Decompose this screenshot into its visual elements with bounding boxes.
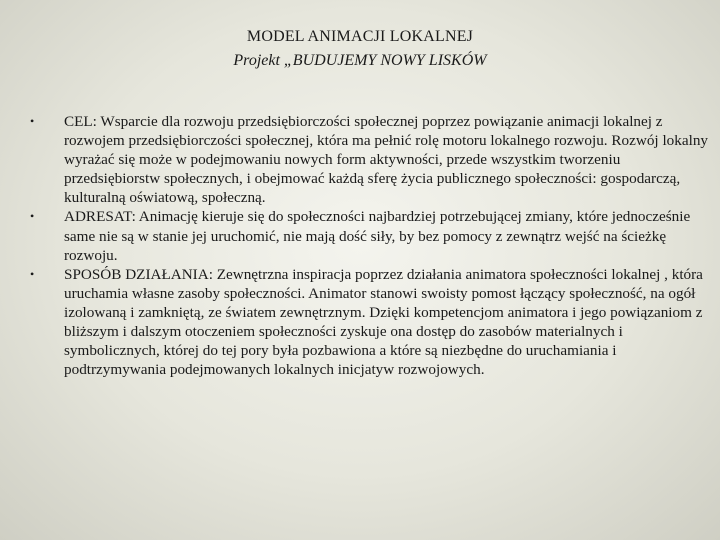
bullet-item-adresat [30, 207, 710, 264]
bullet-text-adresat: ADRESAT: Animację kieruje się do społeczności najbardziej potrzebującej zmiany, które jednocześnie same nie są w stanie jej uruchomić, nie mają dość siły, by bez pomocy z zewnątrz wejść na ścieżkę rozwoju. [64, 208, 691, 264]
bullet-text-cel: CEL: Wsparcie dla rozwoju przedsiębiorczości społecznej poprzez powiązanie animacji lokalnej z rozwojem przedsiębiorczości społecznej, która ma pełnić rolę motoru lokalnego rozwoju. Rozwój lokalny wyrażać się może w podejmowaniu nowych form aktywności, przede wszystkim tworzeniu przedsiębiorstw społecznych, i obejmować każdą sferę życia publicznego społeczności: gospodarczą, kulturalną oświatową, społeczną. [64, 113, 709, 207]
bullet-dot-icon: • [30, 209, 35, 224]
slide-subtitle: Projekt „BUDUJEMY NOWY LISKÓW [233, 52, 487, 69]
slide-title: MODEL ANIMACJI LOKALNEJ [246, 28, 474, 45]
bullet-text-sposob-dzialania: SPOSÓB DZIAŁANIA: Zewnętrzna inspiracja poprzez działania animatora społeczności lokalnej , która uruchamia własne zasoby społeczności. Animator stanowi swoisty pomost łączący społeczność, na ogół izolowaną i zamkniętą, ze światem zewnętrznym. Dzięki kompetencjom animatora i jego powiązaniom z bliższym i dalszym otoczeniem społeczności zyskuje ona dostęp do zasobów materialnych i symbolicznych, której do tej pory była pozbawiona a które są niezbędne do uruchamiania i podtrzymywania podejmowanych lokalnych inicjatyw rozwojowych. [64, 265, 703, 379]
bullet-item-sposob-dzialania [30, 265, 710, 380]
bullet-dot-icon: • [30, 266, 35, 281]
bullet-dot-icon: • [30, 114, 35, 128]
bullet-item-cel [30, 112, 710, 207]
bullet-list [30, 112, 710, 379]
